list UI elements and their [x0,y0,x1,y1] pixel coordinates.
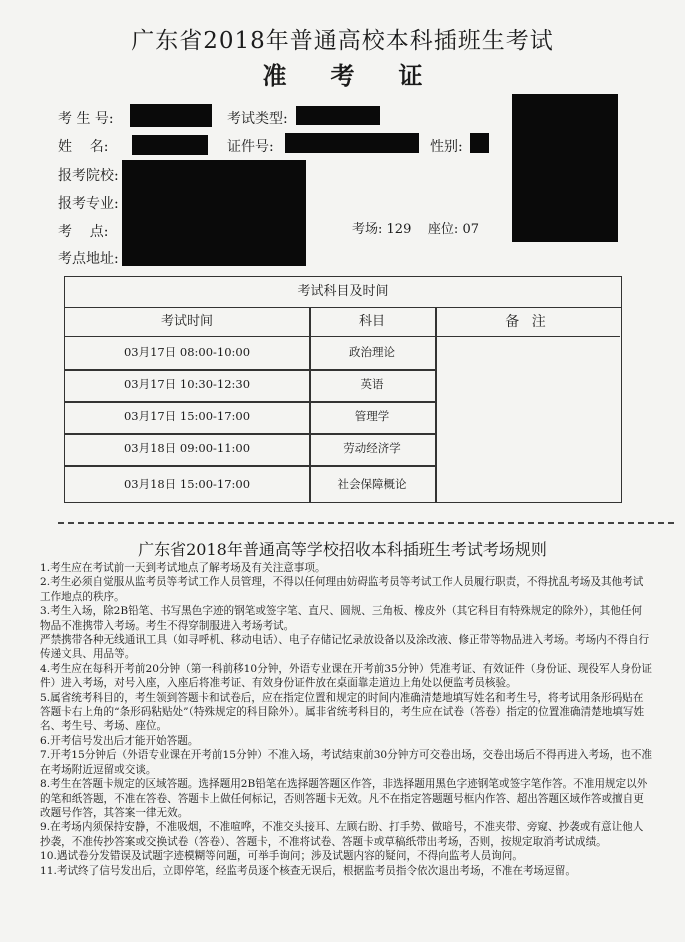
document-subtitle: 准考证 [262,61,467,90]
major-label: 报考专业: [58,196,119,212]
rule-item: 11.考试终了信号发出后，立即停笔，经监考员逐个核查无误后，根据监考员指令依次退出考场，不准在考场逗留。 [40,864,576,877]
rule-item: 10.遇试卷分发错误及试题字迹模糊等问题，可举手询问；涉及试题内容的疑问，不得向监考人员询问。 [40,850,523,863]
row-divider [65,465,435,467]
exam-type-label: 考试类型: [227,111,288,127]
seat-number: 07 [462,222,479,237]
redacted-exam-number [130,104,212,127]
rule-item: 9.在考场内须保持安静，不准吸烟，不准喧哗，不准交头接耳、左顾右盼、打手势、做暗号，不准夹带、旁窥、抄袭或有意让他人抄袭，不准传抄答案或交换试卷（答卷）、答题卡，不准将试卷、答题卡或草稿纸带出考场，否则，按规定取消考试成绩。 [40,821,644,848]
document-title: 广东省2018年普通高校本科插班生考试 [131,28,554,54]
redacted-photo [512,94,618,242]
schedule-subject: 政治理论 [349,345,395,359]
redacted-name [132,135,208,155]
redacted-exam-type [296,106,380,125]
rule-item: 2.考生必须自觉服从监考员等考试工作人员管理，不得以任何理由妨碍监考员等考试工作人员履行职责，不得扰乱考场及其他考试工作地点的秩序。 [40,576,644,603]
schedule-caption: 考试科目及时间 [65,277,621,308]
header-time: 考试时间 [65,307,309,337]
room-number: 129 [386,222,412,237]
column-divider [309,307,311,502]
rule-item: 4.考生应在每科开考前20分钟（第一科前移10分钟，外语专业课在开考前35分钟）凭准考证、有效证件（身份证、现役军人身份证件）进入考场，对号入座，入座后将准考证、有效身份证件放在桌面靠走道边上角处以便监考员核验。 [40,662,653,690]
row-divider [65,401,435,403]
schedule-subject: 英语 [360,377,384,391]
redacted-gender [470,133,489,153]
schedule-time: 03月17日 15:00-17:00 [123,409,251,423]
rule-item: 3.考生入场，除2B铅笔、书写黑色字迹的钢笔或签字笔、直尺、圆规、三角板、橡皮外（其它科目有特殊规定的除外），其他任何物品不准携带入考场。考生不得穿制服进入考场考试。 [40,605,642,632]
site-address-label: 考点地址: [58,251,119,267]
redacted-id-number [285,133,419,153]
schedule-time: 03月17日 10:30-12:30 [123,377,251,391]
rule-item: 8.考生在答题卡规定的区域答题。选择题用2B铅笔在选择题答题区作答，非选择题用黑色字迹钢笔或签字笔作答。不准用规定以外的笔和纸答题，不准在答卷、答题卡上做任何标记，否则答题卡无效。凡不在指定答题题号框内作答、超出答题区域作答或擅自更改题号作答，其答案一律无效。 [40,778,648,819]
rule-item: 5.属省统考科目的，考生领到答题卡和试卷后，应在指定位置和规定的时间内准确清楚地填写姓名和考生号，将考试用条形码贴在答题卡右上角的“条形码粘贴处”（特殊规定的科目除外）。属非省统考科目的，考生应在试卷（答卷）指定的位置准确清楚地填写姓名、考生号、考场、座位。 [40,691,645,733]
header-subject: 科目 [309,307,435,337]
cut-line [58,522,674,524]
schedule-subject: 社会保障概论 [337,477,407,491]
room-label: 考场: [352,222,383,237]
rules-list [40,561,652,878]
exam-number-label: 考 生 号: [58,111,114,127]
redacted-school-major-site [122,160,306,266]
room-seat-info [352,218,479,237]
schedule-table [64,276,622,503]
schedule-subject: 管理学 [354,409,390,423]
row-divider [65,369,435,371]
row-divider [65,433,435,435]
rule-item: 严禁携带各种无线通讯工具（如寻呼机、移动电话）、电子存储记忆录放设备以及涂改液、修正带等物品进入考场。考场内不得自行传递文具、用品等。 [40,634,650,661]
rules-title: 广东省2018年普通高等学校招收本科插班生考试考场规则 [138,540,547,559]
id-number-label: 证件号: [227,139,274,155]
schedule-subject: 劳动经济学 [343,441,401,455]
seat-label: 座位: [427,222,459,237]
gender-label: 性别: [430,139,463,155]
exam-site-label: 考 点: [58,224,109,240]
schedule-time: 03月17日 08:00-10:00 [123,345,251,359]
name-label: 姓 名: [58,139,109,155]
header-remarks: 备 注 [435,307,620,337]
rule-item: 6.开考信号发出后才能开始答题。 [40,734,199,747]
schedule-time: 03月18日 15:00-17:00 [123,477,251,491]
rule-item: 7.开考15分钟后（外语专业课在开考前15分钟）不准入场，考试结束前30分钟方可交卷出场，交卷出场后不得再进入考场，也不准在考场附近逗留或交谈。 [40,749,653,776]
schedule-time: 03月18日 09:00-11:00 [123,441,251,455]
school-label: 报考院校: [58,168,119,184]
rule-item: 1.考生应在考试前一天到考试地点了解考场及有关注意事项。 [40,562,326,574]
column-divider [435,307,437,502]
